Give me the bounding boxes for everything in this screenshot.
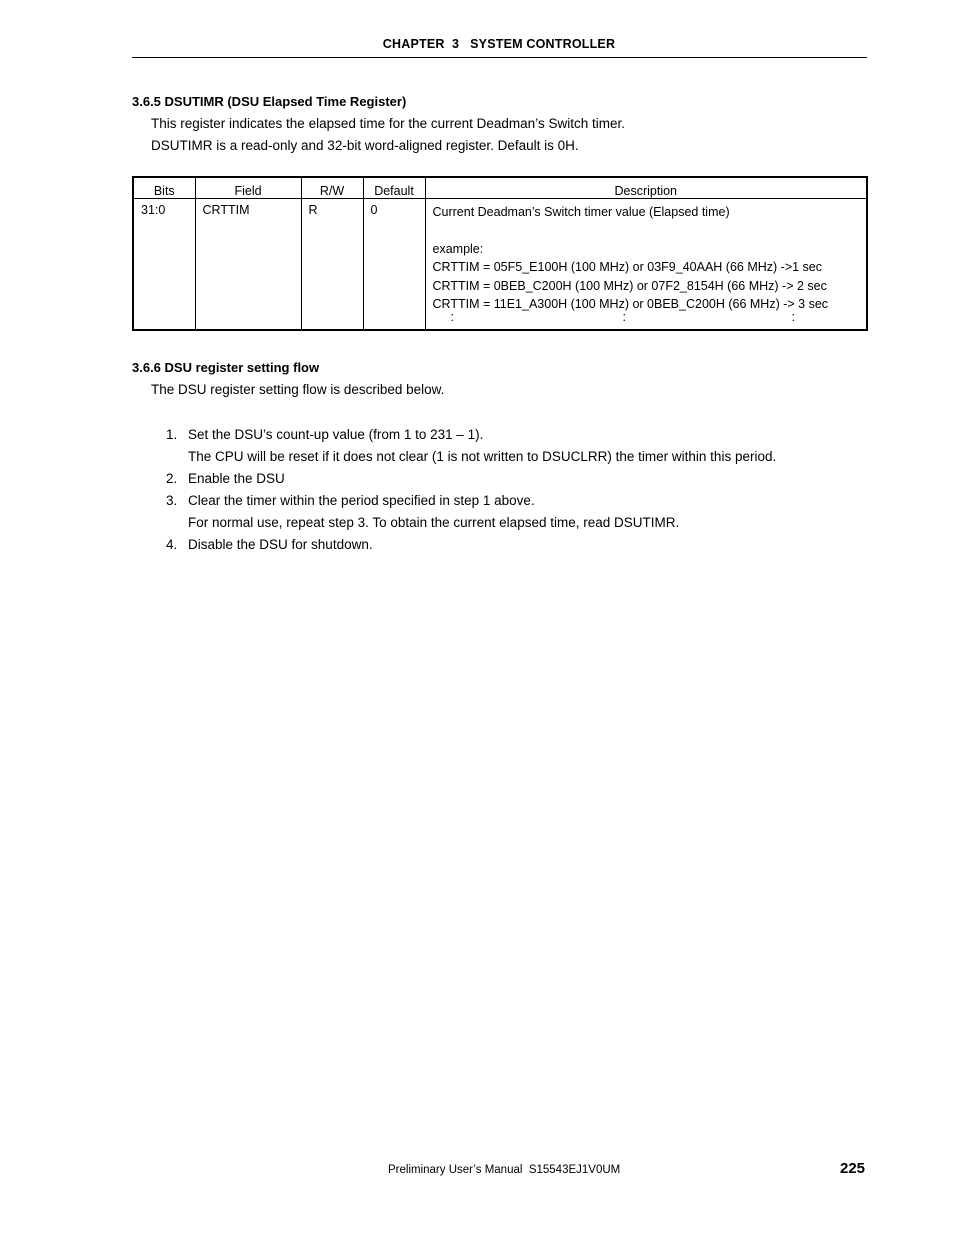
description-line: example: <box>432 241 484 256</box>
list-item <box>151 534 776 556</box>
page-number: 225 <box>840 1160 866 1177</box>
continuation-mark: : <box>622 309 626 324</box>
cell-field: CRTTIM <box>195 199 301 331</box>
description-line: Current Deadman’s Switch timer value (Elapsed time) <box>432 205 730 219</box>
section-heading-3-6-6: 3.6.6 DSU register setting flow <box>132 360 320 375</box>
step-text: Set the DSU’s count-up value (from 1 to 231 – 1). <box>188 427 484 442</box>
description-spacer <box>433 222 860 240</box>
list-item <box>151 468 776 490</box>
continuation-mark: : <box>450 309 454 324</box>
table-row <box>133 199 867 331</box>
column-header-field: Field <box>195 177 301 199</box>
cell-bits: 31:0 <box>133 199 195 331</box>
step-number: 1. <box>166 427 178 442</box>
cell-default: 0 <box>363 199 425 331</box>
step-note: For normal use, repeat step 3. To obtain the current elapsed time, read DSUTIMR. <box>188 515 680 530</box>
setting-flow-list <box>151 424 776 556</box>
step-note: The CPU will be reset if it does not clear (1 is not written to DSUCLRR) the timer within this period. <box>188 449 777 464</box>
chapter-header: CHAPTER 3 SYSTEM CONTROLLER <box>382 37 616 51</box>
column-header-bits: Bits <box>133 177 195 199</box>
list-item-note <box>151 446 776 468</box>
description-line: CRTTIM = 11E1_A300H (100 MHz) or 0BEB_C200H (66 MHz) -> 3 sec <box>432 297 829 311</box>
section-heading-3-6-5: 3.6.5 DSUTIMR (DSU Elapsed Time Register) <box>132 94 407 109</box>
register-table <box>132 176 868 331</box>
list-item <box>151 424 776 446</box>
step-number: 4. <box>166 537 178 552</box>
column-header-rw: R/W <box>301 177 363 199</box>
description-line: CRTTIM = 0BEB_C200H (100 MHz) or 07F2_8154H (66 MHz) -> 2 sec <box>432 278 827 293</box>
description-line: CRTTIM = 05F5_E100H (100 MHz) or 03F9_40AAH (66 MHz) ->1 sec <box>432 260 822 274</box>
continuation-mark: : <box>791 309 795 324</box>
step-number: 3. <box>166 493 178 508</box>
header-rule <box>132 57 867 58</box>
step-number: 2. <box>166 471 178 486</box>
paragraph: This register indicates the elapsed time for the current Deadman’s Switch timer. <box>151 116 625 131</box>
footer-manual-title: Preliminary User’s Manual S15543EJ1V0UM <box>388 1164 621 1176</box>
continuation-marks <box>433 309 860 328</box>
list-item <box>151 490 776 512</box>
step-text: Disable the DSU for shutdown. <box>188 537 373 552</box>
step-text: Enable the DSU <box>188 471 285 486</box>
cell-description <box>425 199 867 331</box>
column-header-description: Description <box>425 177 867 199</box>
step-text: Clear the timer within the period specified in step 1 above. <box>188 493 535 508</box>
cell-rw: R <box>301 199 363 331</box>
table-header-row <box>133 177 867 199</box>
paragraph: The DSU register setting flow is described below. <box>151 382 445 397</box>
column-header-default: Default <box>363 177 425 199</box>
paragraph: DSUTIMR is a read-only and 32-bit word-aligned register. Default is 0H. <box>151 138 579 153</box>
list-item-note <box>151 512 776 534</box>
